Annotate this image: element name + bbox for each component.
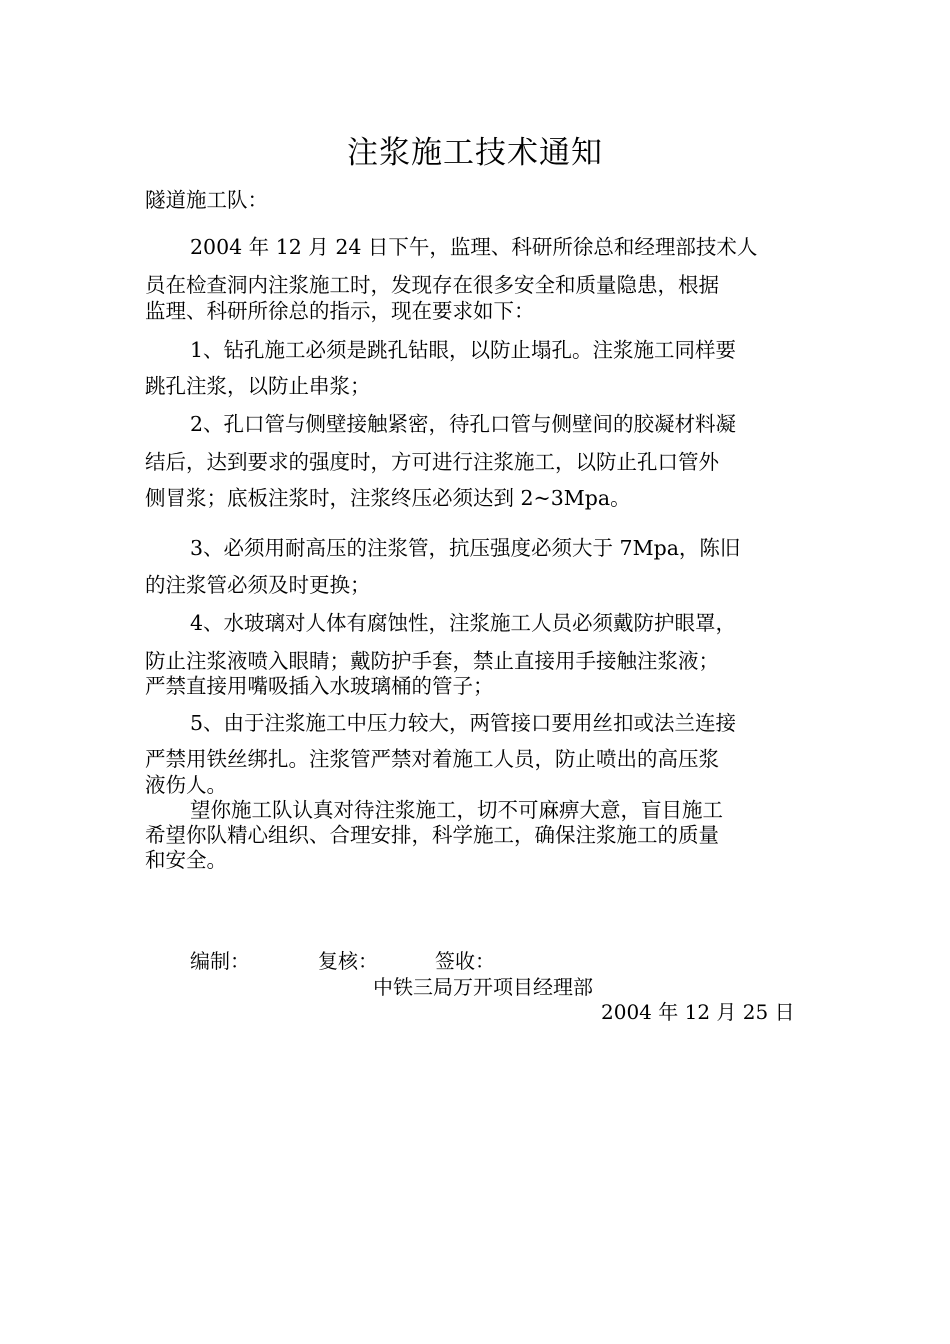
salutation: 隧道施工队： xyxy=(145,188,268,212)
issue-date: 2004 年 12 月 25 日 xyxy=(601,1000,795,1024)
issuing-organization: 中铁三局万开项目经理部 xyxy=(373,975,593,999)
paragraph-line: 4、水玻璃对人体有腐蚀性，注浆施工人员必须戴防护眼罩， xyxy=(190,611,737,635)
paragraph-line: 结后，达到要求的强度时，方可进行注浆施工，以防止孔口管外 xyxy=(145,450,719,474)
paragraph-line: 1、钻孔施工必须是跳孔钻眼，以防止塌孔。注浆施工同样要 xyxy=(190,338,737,362)
paragraph-line: 的注浆管必须及时更换； xyxy=(145,573,371,597)
paragraph-line: 希望你队精心组织、合理安排，科学施工，确保注浆施工的质量 xyxy=(145,823,719,847)
received-by-label: 签收： xyxy=(435,949,495,973)
paragraph-line: 员在检查洞内注浆施工时，发现存在很多安全和质量隐患，根据 xyxy=(145,273,719,297)
paragraph-line: 2、孔口管与侧壁接触紧密，待孔口管与侧壁间的胶凝材料凝 xyxy=(190,412,737,436)
paragraph-line: 和安全。 xyxy=(145,848,227,872)
paragraph-line: 防止注浆液喷入眼睛；戴防护手套，禁止直接用手接触注浆液； xyxy=(145,649,719,673)
paragraph-line: 严禁用铁丝绑扎。注浆管严禁对着施工人员，防止喷出的高压浆 xyxy=(145,747,719,771)
paragraph-line: 侧冒浆；底板注浆时，注浆终压必须达到 2~3Mpa。 xyxy=(145,486,631,510)
prepared-by-label: 编制： xyxy=(190,949,250,973)
paragraph-line: 液伤人。 xyxy=(145,773,227,797)
paragraph-line: 5、由于注浆施工中压力较大，两管接口要用丝扣或法兰连接 xyxy=(190,711,737,735)
paragraph-line: 严禁直接用嘴吸插入水玻璃桶的管子； xyxy=(145,674,494,698)
notice-title: 注浆施工技术通知 xyxy=(347,135,603,171)
paragraph-line: 监理、科研所徐总的指示，现在要求如下： xyxy=(145,299,535,323)
paragraph-line: 跳孔注浆，以防止串浆； xyxy=(145,374,371,398)
paragraph-line: 2004 年 12 月 24 日下午，监理、科研所徐总和经理部技术人 xyxy=(190,235,758,259)
paragraph-line: 3、必须用耐高压的注浆管，抗压强度必须大于 7Mpa，陈旧 xyxy=(190,536,741,560)
paragraph-line: 望你施工队认真对待注浆施工，切不可麻痹大意，盲目施工 xyxy=(190,798,723,822)
reviewed-by-label: 复核： xyxy=(318,949,378,973)
